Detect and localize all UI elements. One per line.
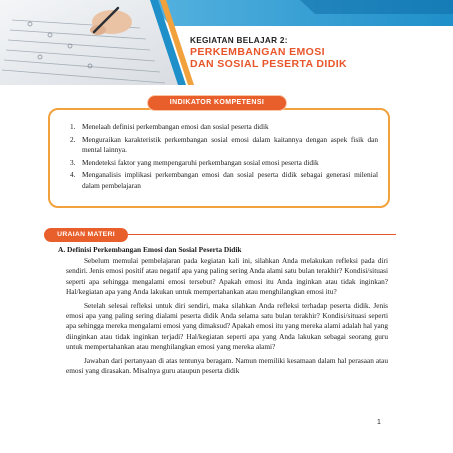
competency-item-number: 2.: [70, 134, 76, 144]
material-label: URAIAN MATERI: [44, 228, 128, 242]
competency-item: [62, 170, 378, 190]
competency-label: INDIKATOR KOMPETENSI: [147, 95, 287, 111]
competency-item-text: Menganalisis implikasi perkembangan emosi dan sosial peserta didik sebagai generasi milenial dalam pembelajaran: [82, 170, 378, 190]
material-divider: [128, 234, 396, 235]
material-body: [66, 256, 388, 379]
competency-item-text: Menelaah definisi perkembangan emosi dan sosial peserta didik: [82, 122, 269, 131]
module-kicker: KEGIATAN BELAJAR 2:: [190, 36, 288, 45]
page-number: 1: [377, 419, 381, 426]
competency-item: [62, 135, 378, 155]
body-paragraph: Sebelum memulai pembelajaran pada kegiatan kali ini, silahkan Anda melakukan refleksi pada diri sendiri. Jenis emosi positif atau negatif apa yang paling sering Anda alami satu bulan terakhir? Kondisi/situasi seperti apa sehingga mengalami emosi tersebut? Apakah emosi itu Anda inginkan atau tidak inginkan? Hal/kegiatan apa yang Anda lakukan untuk mempertahankan atau menghilangkan emosi itu?: [66, 256, 388, 297]
competency-item-text: Mendeteksi faktor yang mempengaruhi perkembangan sosial emosi peserta didik: [82, 157, 319, 167]
section-title: A. Definisi Perkembangan Emosi dan Sosial Peserta Didik: [58, 245, 242, 254]
competency-item-number: 3.: [70, 157, 76, 167]
competency-list: [62, 122, 378, 193]
module-title-line2: DAN SOSIAL PESERTA DIDIK: [190, 58, 348, 70]
competency-item: [62, 158, 378, 168]
competency-item-number: 4.: [70, 170, 76, 180]
competency-item-number: 1.: [70, 122, 76, 131]
body-paragraph: Setelah selesai refleksi untuk diri sendiri, maka silahkan Anda refleksi terhadap peserta didik. Jenis emosi apa yang paling sering dialami peserta didik Anda selama satu bulan terakhir? Kondisi/situasi seperti apa sehingga mereka mengalami emosi yang dimaksud? Apakah emosi itu yang mereka alami adalah hal yang diinginkan atau tidak inginkan terjadi? Hal/kegiatan seperti apa yang Anda lakukan sebagai seorang guru untuk mempertahankan atau menghilangkan emosi yang mereka alami?: [66, 300, 388, 352]
competency-item-text: Menguraikan karakteristik perkembangan sosial emosi dalam kaitannya dengan aspek fisik dan mental lainnya.: [82, 134, 378, 154]
competency-item: [62, 122, 378, 132]
module-title-line1: PERKEMBANGAN EMOSI: [190, 46, 325, 58]
body-paragraph: Jawaban dari pertanyaan di atas tentunya beragam. Namun memiliki kesamaan dalam hal perasaan atau emosi yang dirasakan. Misalnya guru ataupun peserta didik: [66, 355, 388, 376]
